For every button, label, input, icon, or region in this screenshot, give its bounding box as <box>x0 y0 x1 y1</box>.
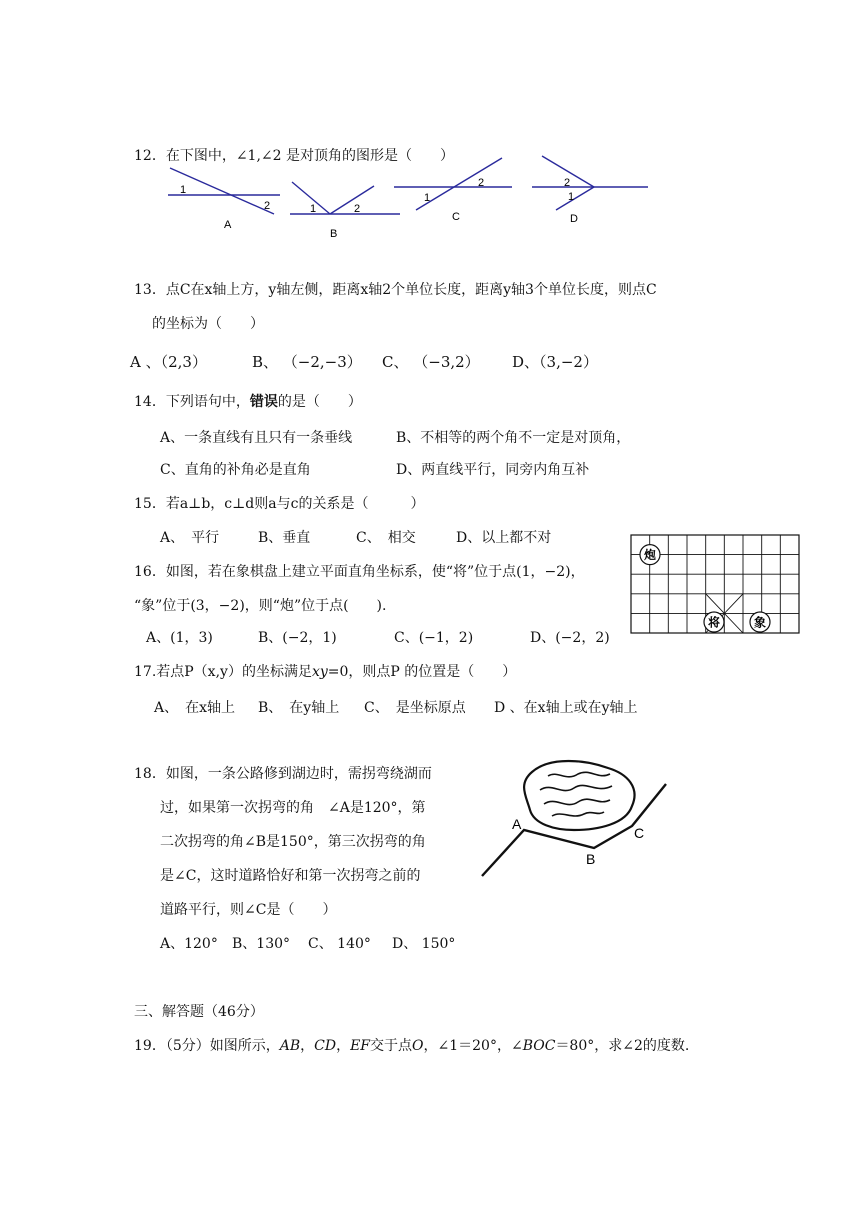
q19-mid2: ，∠1＝20°，∠ <box>423 1038 523 1054</box>
q12-b-angle2: 2 <box>354 203 361 215</box>
q16-stem-line2: “象”位于(3，−2)，则“炮”位于点( ). <box>134 598 387 614</box>
q12-figure-c <box>392 154 522 224</box>
q12-a-angle2: 2 <box>264 200 271 212</box>
q17-options <box>154 698 637 718</box>
q19-pre: 19．（5分）如图所示， <box>134 1038 280 1054</box>
q17-option-c: C、 是坐标原点 <box>364 700 466 716</box>
q12-stem: 12．在下图中，∠1,∠2 是对顶角的图形是（ ） <box>134 148 454 164</box>
q19-ef: EF <box>350 1038 371 1054</box>
q18-stem-line4: 是∠C，这时道路恰好和第一次拐弯之前的 <box>160 868 421 884</box>
q12-figure-a <box>168 166 288 236</box>
q16-option-d: D、(−2，2) <box>530 630 610 646</box>
q16-option-c: C、(−1，2) <box>394 630 474 646</box>
q13-options <box>130 352 598 372</box>
q14-option-d: D、两直线平行，同旁内角互补 <box>396 462 590 478</box>
q15-option-b: B、垂直 <box>258 530 311 546</box>
q14-option-c: C、直角的补角必是直角 <box>160 462 311 478</box>
q17-stem-xy: xy <box>311 664 328 680</box>
q13-option-a: A 、（2,3） <box>130 353 207 371</box>
q19-ab: AB <box>279 1038 301 1054</box>
q13-stem-line2: 的坐标为（ ） <box>152 316 264 332</box>
q18-stem-line2: 过，如果第一次拐弯的角 ∠A是120°，第 <box>160 800 426 816</box>
q12-d-angle2: 2 <box>564 177 571 189</box>
q14-option-a: A、一条直线有且只有一条垂线 <box>160 430 353 446</box>
q15-stem: 15．若a⊥b，c⊥d则a与c的关系是（ ） <box>134 496 425 512</box>
lake-point-b: B <box>586 851 596 867</box>
q19-stem <box>134 1036 689 1056</box>
q18-stem-line3: 二次拐弯的角∠B是150°，第三次拐弯的角 <box>160 834 426 850</box>
q18-option-d: D、 150° <box>392 936 456 952</box>
q13-option-d: D、（3,−2） <box>512 353 598 371</box>
q19-post: ＝80°，求∠2的度数. <box>555 1038 690 1054</box>
q19-o: O <box>412 1038 424 1054</box>
q12-c-angle2: 2 <box>478 177 485 189</box>
q12-figure-b <box>288 178 408 248</box>
q18-options <box>160 934 455 954</box>
q18-option-b: B、130° <box>232 936 291 952</box>
q16-stem-line1: 16．如图，若在象棋盘上建立平面直角坐标系，使“将”位于点(1，−2)， <box>134 564 585 580</box>
q18-stem-line1: 18．如图，一条公路修到湖边时，需拐弯绕湖而 <box>134 766 432 782</box>
q15-options <box>160 528 551 548</box>
chessboard-figure <box>630 534 802 636</box>
q17-stem-pre: 17.若点P（x,y）的坐标满足 <box>134 664 312 680</box>
q15-option-c: C、 相交 <box>356 530 416 546</box>
piece-pao <box>640 545 660 565</box>
q16-option-a: A、(1，3) <box>146 630 213 646</box>
piece-xiang-label: 象 <box>753 615 767 630</box>
q12-c-angle1: 1 <box>424 192 431 204</box>
q17-stem <box>134 662 516 682</box>
lake-road-figure <box>478 756 678 882</box>
q14-stem-emphasis: 错误 <box>249 394 278 410</box>
q19-mid1: 交于点 <box>370 1038 413 1054</box>
section-heading: 三、解答题（46分） <box>134 1004 264 1020</box>
q16-options <box>146 628 610 648</box>
q17-option-b: B、 在y轴上 <box>258 700 340 716</box>
q12-c-label: C <box>452 211 460 223</box>
q19-sep2: ， <box>336 1038 351 1054</box>
q13-option-c: C、 （−3,2） <box>382 353 480 371</box>
q17-stem-post: =0，则点P 的位置是（ ） <box>327 664 517 680</box>
q19-sep1: ， <box>300 1038 315 1054</box>
q12-a-label: A <box>224 219 232 231</box>
lake-point-c: C <box>634 825 645 841</box>
q14-stem <box>134 392 362 412</box>
q19-boc: BOC <box>522 1038 556 1054</box>
q14-option-b: B、不相等的两个角不一定是对顶角， <box>396 430 631 446</box>
q12-b-label: B <box>330 228 338 240</box>
q15-option-a: A、 平行 <box>160 530 220 546</box>
piece-pao-label: 炮 <box>643 548 657 562</box>
q14-stem-pre: 14．下列语句中， <box>134 394 250 410</box>
piece-jiang <box>704 612 724 632</box>
q17-option-a: A、 在x轴上 <box>154 700 236 716</box>
q17-option-d: D 、在x轴上或在y轴上 <box>494 700 638 716</box>
q16-option-b: B、(−2，1) <box>258 630 337 646</box>
piece-xiang <box>750 612 770 632</box>
q13-stem-line1: 13．点C在x轴上方，y轴左侧，距离x轴2个单位长度，距离y轴3个单位长度，则点C <box>134 282 657 298</box>
q12-figure-d <box>530 152 660 232</box>
lake-point-a: A <box>512 816 522 832</box>
q12-d-label: D <box>570 213 578 225</box>
q18-option-c: C、 140° <box>308 936 371 952</box>
piece-jiang-label: 将 <box>707 615 721 630</box>
q15-option-d: D、以上都不对 <box>456 530 552 546</box>
q14-stem-post: 的是（ ） <box>277 394 362 410</box>
q18-stem-line5: 道路平行，则∠C是（ ） <box>160 902 337 918</box>
q18-option-a: A、120° <box>160 936 218 952</box>
q12-d-angle1: 1 <box>568 191 575 203</box>
q19-cd: CD <box>314 1038 337 1054</box>
q12-b-angle1: 1 <box>310 203 317 215</box>
q13-option-b: B、 （−2,−3） <box>252 353 362 371</box>
q12-a-angle1: 1 <box>180 184 187 196</box>
